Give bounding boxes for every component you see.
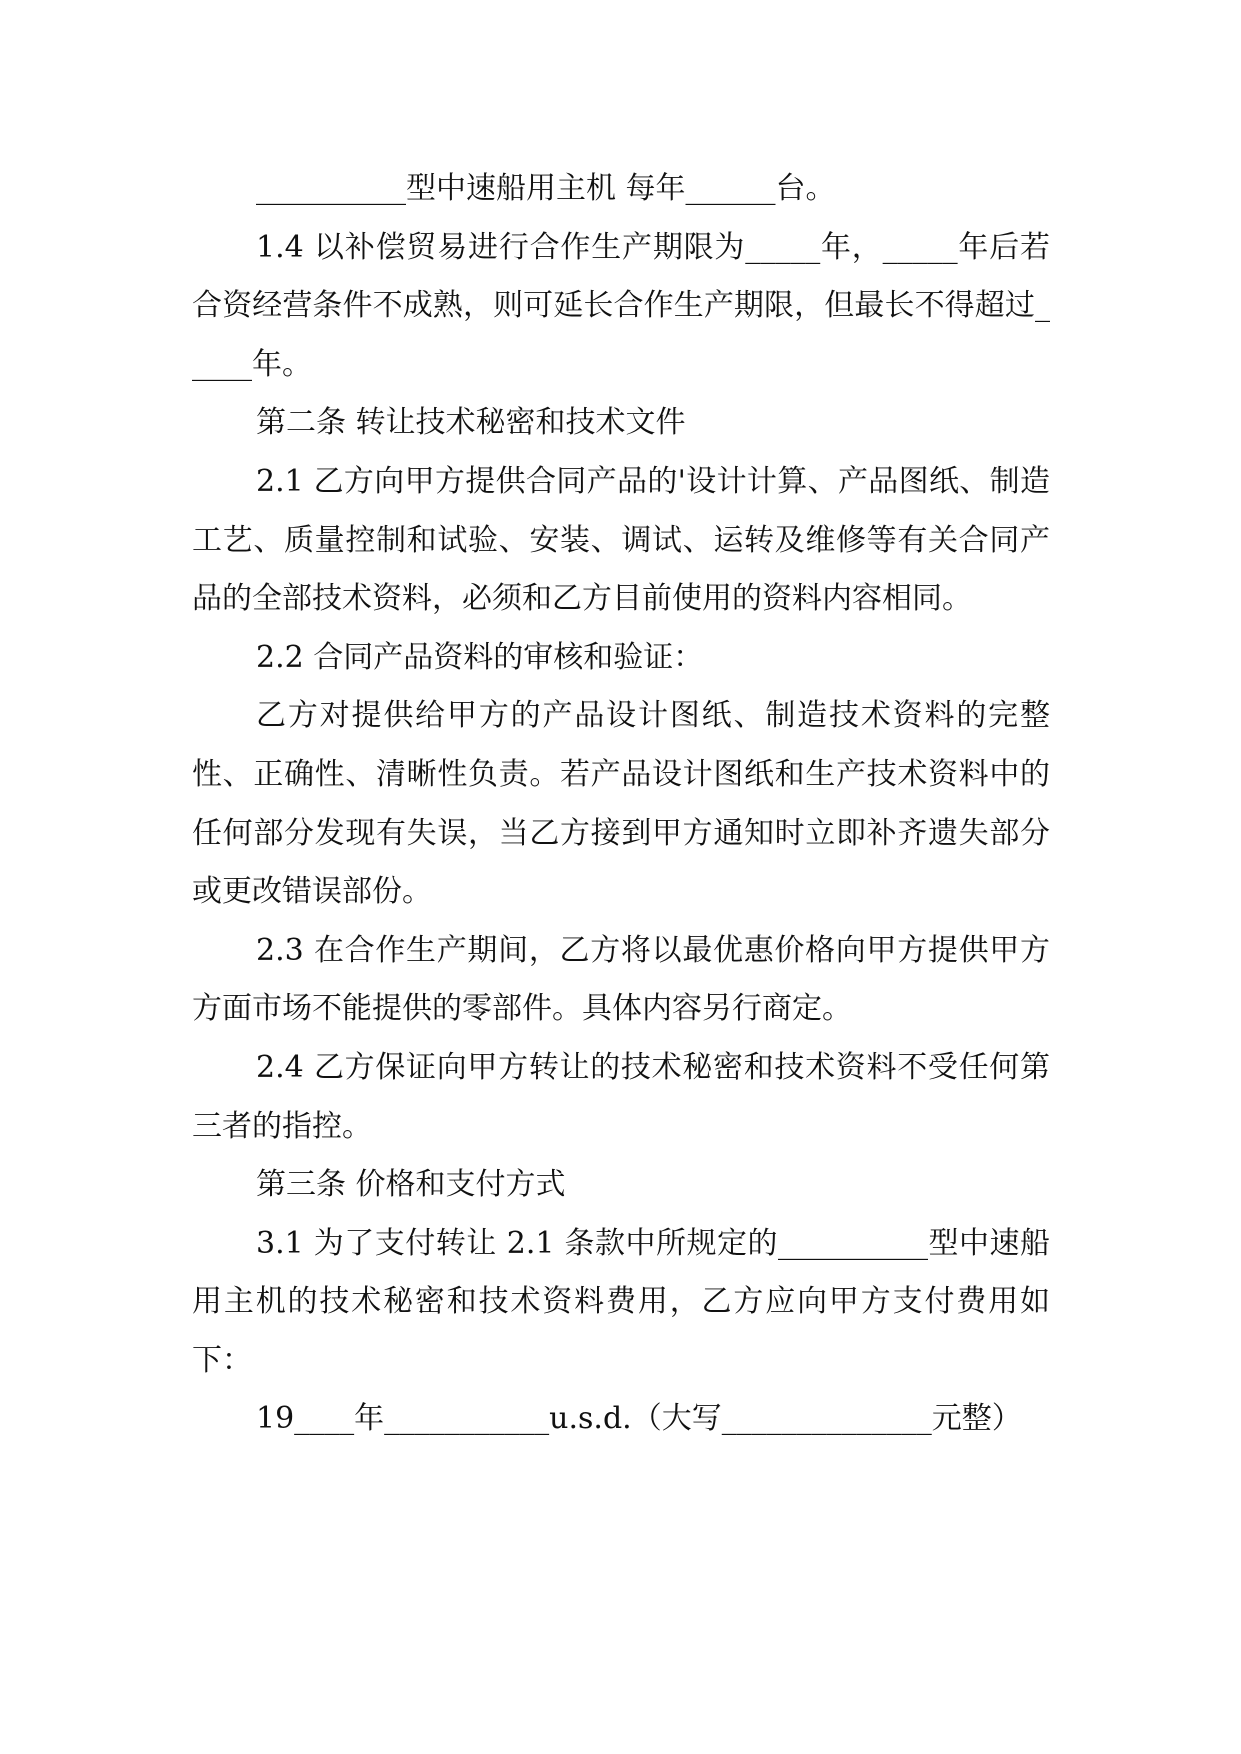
paragraph-2-4: 2.4 乙方保证向甲方转让的技术秘密和技术资料不受任何第三者的指控。 <box>192 1049 1050 1144</box>
paragraph-2-2: 2.2 合同产品资料的审核和验证： <box>256 639 704 675</box>
paragraph-2-2-detail: 乙方对提供给甲方的产品设计图纸、制造技术资料的完整性、正确性、清晰性负责。若产品设计图纸和生产技术资料中的任何部分发现有失误，当乙方接到甲方通知时立即补齐遗失部分或更改错误部份。 <box>192 698 1050 910</box>
heading-article-3: 第三条 价格和支付方式 <box>256 1167 566 1203</box>
document-body <box>192 160 1050 1449</box>
paragraph-1-4: 1.4 以补偿贸易进行合作生产期限为_____年，_____年后若合资经营条件不成熟，则可延长合作生产期限，但最长不得超过_____年。 <box>192 229 1050 382</box>
paragraph-3-1: 3.1 为了支付转让 2.1 条款中所规定的__________型中速船用主机的技术秘密和技术资料费用，乙方应向甲方支付费用如下： <box>192 1225 1050 1378</box>
paragraph-2-1: 2.1 乙方向甲方提供合同产品的'设计计算、产品图纸、制造工艺、质量控制和试验、安装、调试、运转及维修等有关合同产品的全部技术资料，必须和乙方目前使用的资料内容相同。 <box>192 463 1050 617</box>
heading-article-2: 第二条 转让技术秘密和技术文件 <box>256 405 686 441</box>
paragraph-2-3: 2.3 在合作生产期间，乙方将以最优惠价格向甲方提供甲方方面市场不能提供的零部件。具体内容另行商定。 <box>192 932 1050 1027</box>
paragraph-payment-year: 19____年___________u.s.d.（大写______________元整） <box>256 1401 1022 1437</box>
paragraph-engine-quantity: __________型中速船用主机 每年______台。 <box>256 171 836 206</box>
